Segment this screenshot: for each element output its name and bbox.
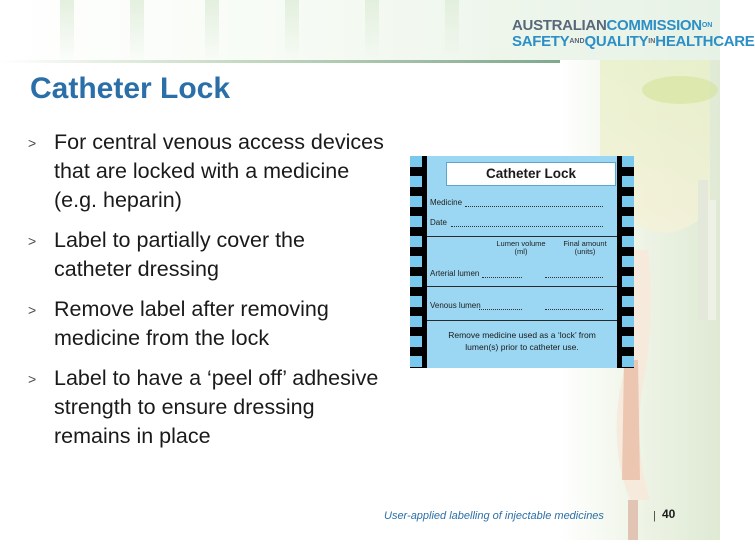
header-rule: [0, 60, 560, 63]
label-volume-column: Lumen volume (ml): [496, 239, 546, 256]
label-edge-left: [410, 156, 422, 368]
decorative-stripe: [365, 0, 379, 60]
logo-in: IN: [648, 38, 656, 45]
bullet-marker-icon: >: [28, 302, 37, 318]
footer-separator: |: [653, 510, 656, 522]
footer-text: User-applied labelling of injectable medicines: [384, 510, 604, 522]
logo-safety: SAFETY: [512, 33, 570, 50]
label-date-line: [451, 226, 603, 227]
label-body: [427, 156, 617, 368]
decorative-stripe: [285, 0, 299, 60]
bullet-text: Label to partially cover the catheter dressing: [54, 228, 305, 281]
label-amount-column: Final amount (units): [563, 239, 607, 256]
slide-title: Catheter Lock: [30, 72, 231, 105]
bullet-item: [28, 364, 388, 451]
decorative-stripe: [130, 0, 144, 60]
label-venous-field: Venous lumen: [430, 301, 481, 310]
logo-healthcare: HEALTHCARE: [655, 33, 755, 50]
decorative-stripe: [445, 0, 459, 60]
label-arterial-amount-line: [545, 277, 603, 278]
logo-quality: QUALITY: [584, 33, 649, 50]
label-venous-line: [479, 309, 522, 310]
label-date-field: Date: [430, 218, 447, 227]
label-divider: [427, 286, 617, 287]
bullet-item: [28, 128, 388, 215]
bullet-item: [28, 226, 388, 284]
bullet-text: Remove label after removing medicine from the lock: [54, 297, 329, 350]
bullet-list: [28, 128, 388, 462]
logo-on: ON: [701, 22, 713, 29]
label-arterial-line: [482, 277, 522, 278]
logo-commission: COMMISSION: [606, 17, 702, 34]
logo-and: AND: [569, 38, 585, 45]
label-venous-amount-line: [545, 309, 603, 310]
decorative-stripe: [60, 0, 74, 60]
bullet-marker-icon: >: [28, 371, 37, 387]
logo-australian: AUSTRALIAN: [512, 17, 607, 34]
label-instruction: Remove medicine used as a ‘lock’ from lumen(s) prior to catheter use.: [448, 330, 596, 352]
page-number: 40: [662, 507, 676, 521]
label-arterial-field: Arterial lumen: [430, 269, 480, 278]
commission-logo: [512, 17, 755, 50]
label-divider: [427, 320, 617, 321]
label-divider: [427, 236, 617, 237]
label-medicine-line: [465, 206, 603, 207]
label-medicine-field: Medicine: [430, 198, 463, 207]
label-title: Catheter Lock: [446, 162, 616, 186]
bullet-item: [28, 295, 388, 353]
decorative-stripe: [205, 0, 219, 60]
label-edge-right: [622, 156, 634, 368]
catheter-lock-label: [410, 156, 634, 368]
bullet-text: Label to have a ‘peel off’ adhesive strength to ensure dressing remains in place: [54, 366, 379, 448]
bullet-marker-icon: >: [28, 135, 37, 151]
bullet-text: For central venous access devices that are locked with a medicine (e.g. heparin): [54, 130, 384, 212]
bullet-marker-icon: >: [28, 233, 37, 249]
